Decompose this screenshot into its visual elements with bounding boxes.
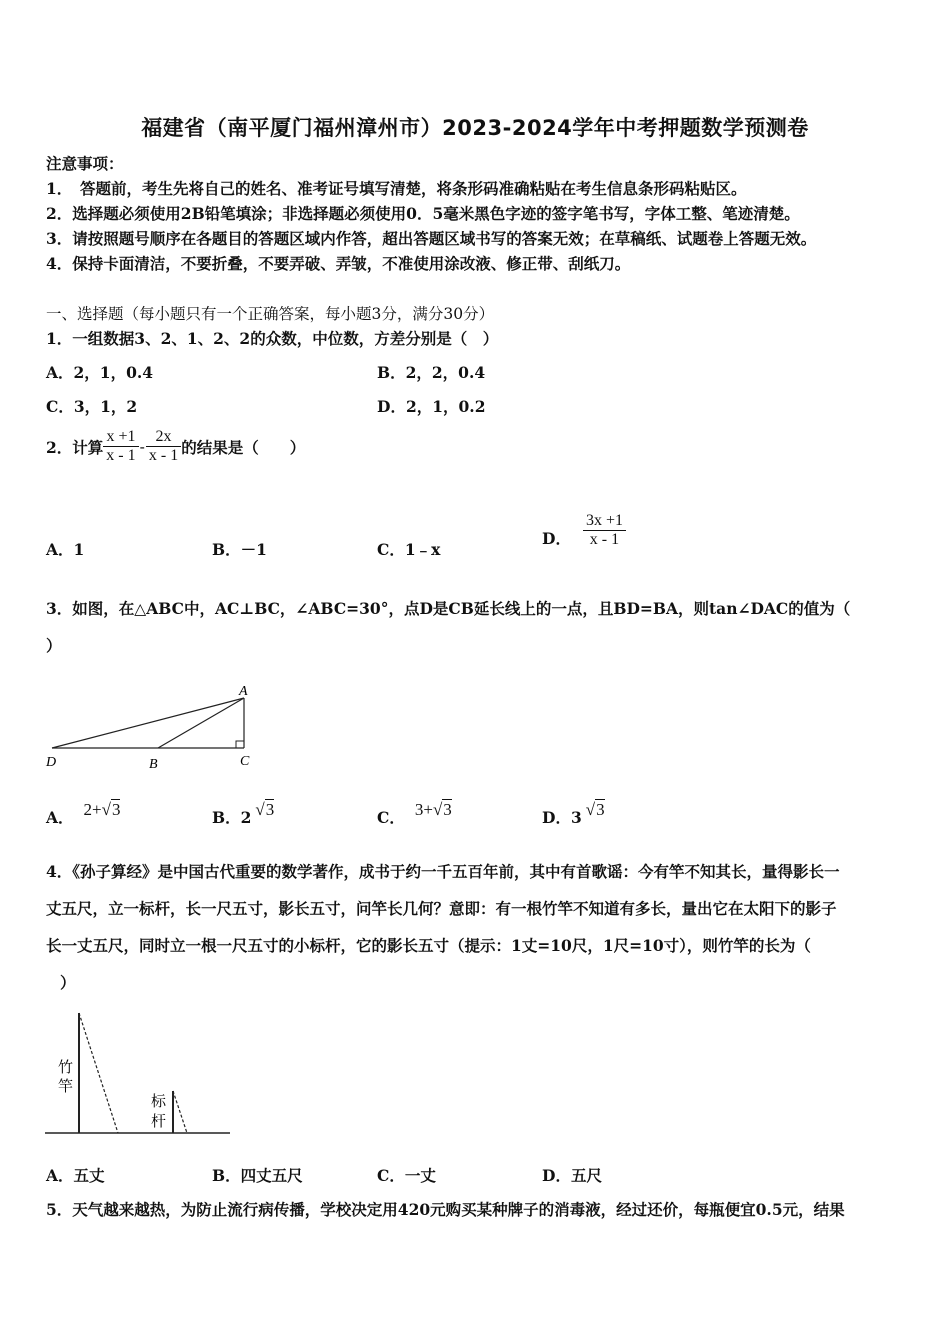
sqrt-coefficient: 3 <box>570 808 582 827</box>
q3-option-d <box>542 800 605 828</box>
q1-option-a: A．2，1，0.4 <box>46 363 154 382</box>
notice-item: 4．保持卡面清洁，不要折叠，不要弄破、弄皱，不准使用涂改液、修正带、刮纸刀。 <box>46 254 631 273</box>
pole-shadow-figure <box>40 1005 240 1140</box>
question-4-line: 丈五尺，立一标杆，长一尺五寸，影长五寸，问竿长几何？意即：有一根竹竿不知道有多长，量出它在太阳下的影子 <box>46 899 837 918</box>
label-stick-2: 杆 <box>151 1112 167 1130</box>
minus-sign: - <box>139 437 145 456</box>
q2-suffix: 的结果是（ ） <box>181 437 306 457</box>
label-stick-1: 标 <box>151 1092 167 1110</box>
sqrt-expression: √3 <box>585 800 605 819</box>
sqrt-expression: √3 <box>255 800 275 819</box>
question-4-line: ） <box>60 973 76 992</box>
question-1-stem: 1．一组数据3、2、1、2、2的众数，中位数，方差分别是（ ） <box>46 329 499 348</box>
option-label: C． <box>377 808 405 827</box>
right-angle-mark <box>236 741 244 748</box>
q2-option-b: B．－1 <box>212 540 267 559</box>
fraction-denominator: x - 1 <box>103 446 138 465</box>
q3-option-b <box>212 800 275 828</box>
question-4-line: 4．《孙子算经》是中国古代重要的数学著作，成书于约一千五百年前，其中有首歌谣：今有竿不知其长，量得影长一 <box>46 862 840 881</box>
option-label: D． <box>542 528 571 548</box>
sqrt-coefficient: 3+ <box>414 800 433 819</box>
fraction-numerator: x +1 <box>106 428 136 445</box>
sqrt-expression: 3+√3 <box>414 800 452 819</box>
label-a: A <box>239 684 248 699</box>
question-5-line: 5．天气越来越热，为防止流行病传播，学校决定用420元购买某种牌子的消毒液，经过还价，每瓶便宜0.5元，结果 <box>46 1200 845 1219</box>
question-3-stem-cont: ） <box>46 636 62 655</box>
notice-heading: 注意事项： <box>46 154 124 173</box>
fraction-numerator: 3x +1 <box>585 512 623 529</box>
sqrt-radicand: 3 <box>111 800 121 819</box>
fraction-numerator: 2x <box>155 428 172 445</box>
q3-option-a <box>46 800 121 828</box>
question-4-line: 长一丈五尺，同时立一根一尺五寸的小标杆，它的影长五寸（提示：1丈=10尺，1尺=10寸），则竹竿的长为（ <box>46 936 811 955</box>
sqrt-coefficient: 2+ <box>83 800 102 819</box>
sqrt-coefficient: 2 <box>240 808 252 827</box>
notice-item: 2．选择题必须使用2B铅笔填涂；非选择题必须使用0．5毫米黑色字迹的签字笔书写，字体工整、笔迹清楚。 <box>46 204 800 223</box>
question-3-stem: 3．如图，在△ABC中，AC⊥BC，∠ABC=30°，点D是CB延长线上的一点，且BD=BA，则tan∠DAC的值为（ <box>46 599 851 618</box>
q2-option-d <box>542 512 626 549</box>
q1-option-d: D．2，1，0.2 <box>377 397 486 416</box>
option-label: A． <box>46 808 74 827</box>
label-bamboo-2: 竿 <box>58 1077 74 1095</box>
q4-option-a: A．五丈 <box>46 1166 105 1185</box>
q2-option-a: A．1 <box>46 540 85 559</box>
sqrt-radicand: 3 <box>596 800 605 819</box>
option-label: D． <box>542 808 571 827</box>
option-label: B． <box>212 808 241 827</box>
notice-item: 3．请按照题号顺序在各题目的答题区域内作答，超出答题区域书写的答案无效；在草稿纸、试题卷上答题无效。 <box>46 229 817 248</box>
q4-option-c: C．一丈 <box>377 1166 436 1185</box>
q2-fraction-2 <box>146 428 181 465</box>
question-2-stem <box>46 428 305 465</box>
q2-option-d-fraction <box>583 512 626 549</box>
sqrt-radicand: 3 <box>265 800 275 819</box>
fraction-denominator: x - 1 <box>146 446 181 465</box>
label-d: D <box>46 755 57 770</box>
q2-option-c: C．1﹣x <box>377 540 441 559</box>
line-da <box>52 698 244 748</box>
q1-option-c: C．3，1，2 <box>46 397 138 416</box>
marker-shadow-ray <box>173 1091 187 1133</box>
bamboo-shadow-ray <box>79 1013 118 1133</box>
q3-option-c <box>377 800 452 828</box>
q4-option-d: D．五尺 <box>542 1166 602 1185</box>
label-b: B <box>149 757 158 772</box>
label-c: C <box>240 754 250 769</box>
q2-prefix: 2．计算 <box>46 437 104 457</box>
page-title: 福建省（南平厦门福州漳州市）2023-2024学年中考押题数学预测卷 <box>141 116 809 140</box>
q1-option-b: B．2，2，0.4 <box>377 363 486 382</box>
notice-item: 1． 答题前，考生先将自己的姓名、准考证号填写清楚，将条形码准确粘贴在考生信息条形码粘贴区。 <box>46 179 747 198</box>
q4-option-b: B．四丈五尺 <box>212 1166 303 1185</box>
section-heading: 一、选择题（每小题只有一个正确答案，每小题3分，满分30分） <box>46 305 495 323</box>
sqrt-expression: 2+√3 <box>83 800 121 819</box>
label-bamboo-1: 竹 <box>58 1058 74 1076</box>
fraction-denominator: x - 1 <box>583 530 626 549</box>
sqrt-radicand: 3 <box>443 800 452 819</box>
q2-fraction-1 <box>103 428 138 465</box>
line-ba <box>158 698 244 748</box>
triangle-figure <box>40 680 270 775</box>
